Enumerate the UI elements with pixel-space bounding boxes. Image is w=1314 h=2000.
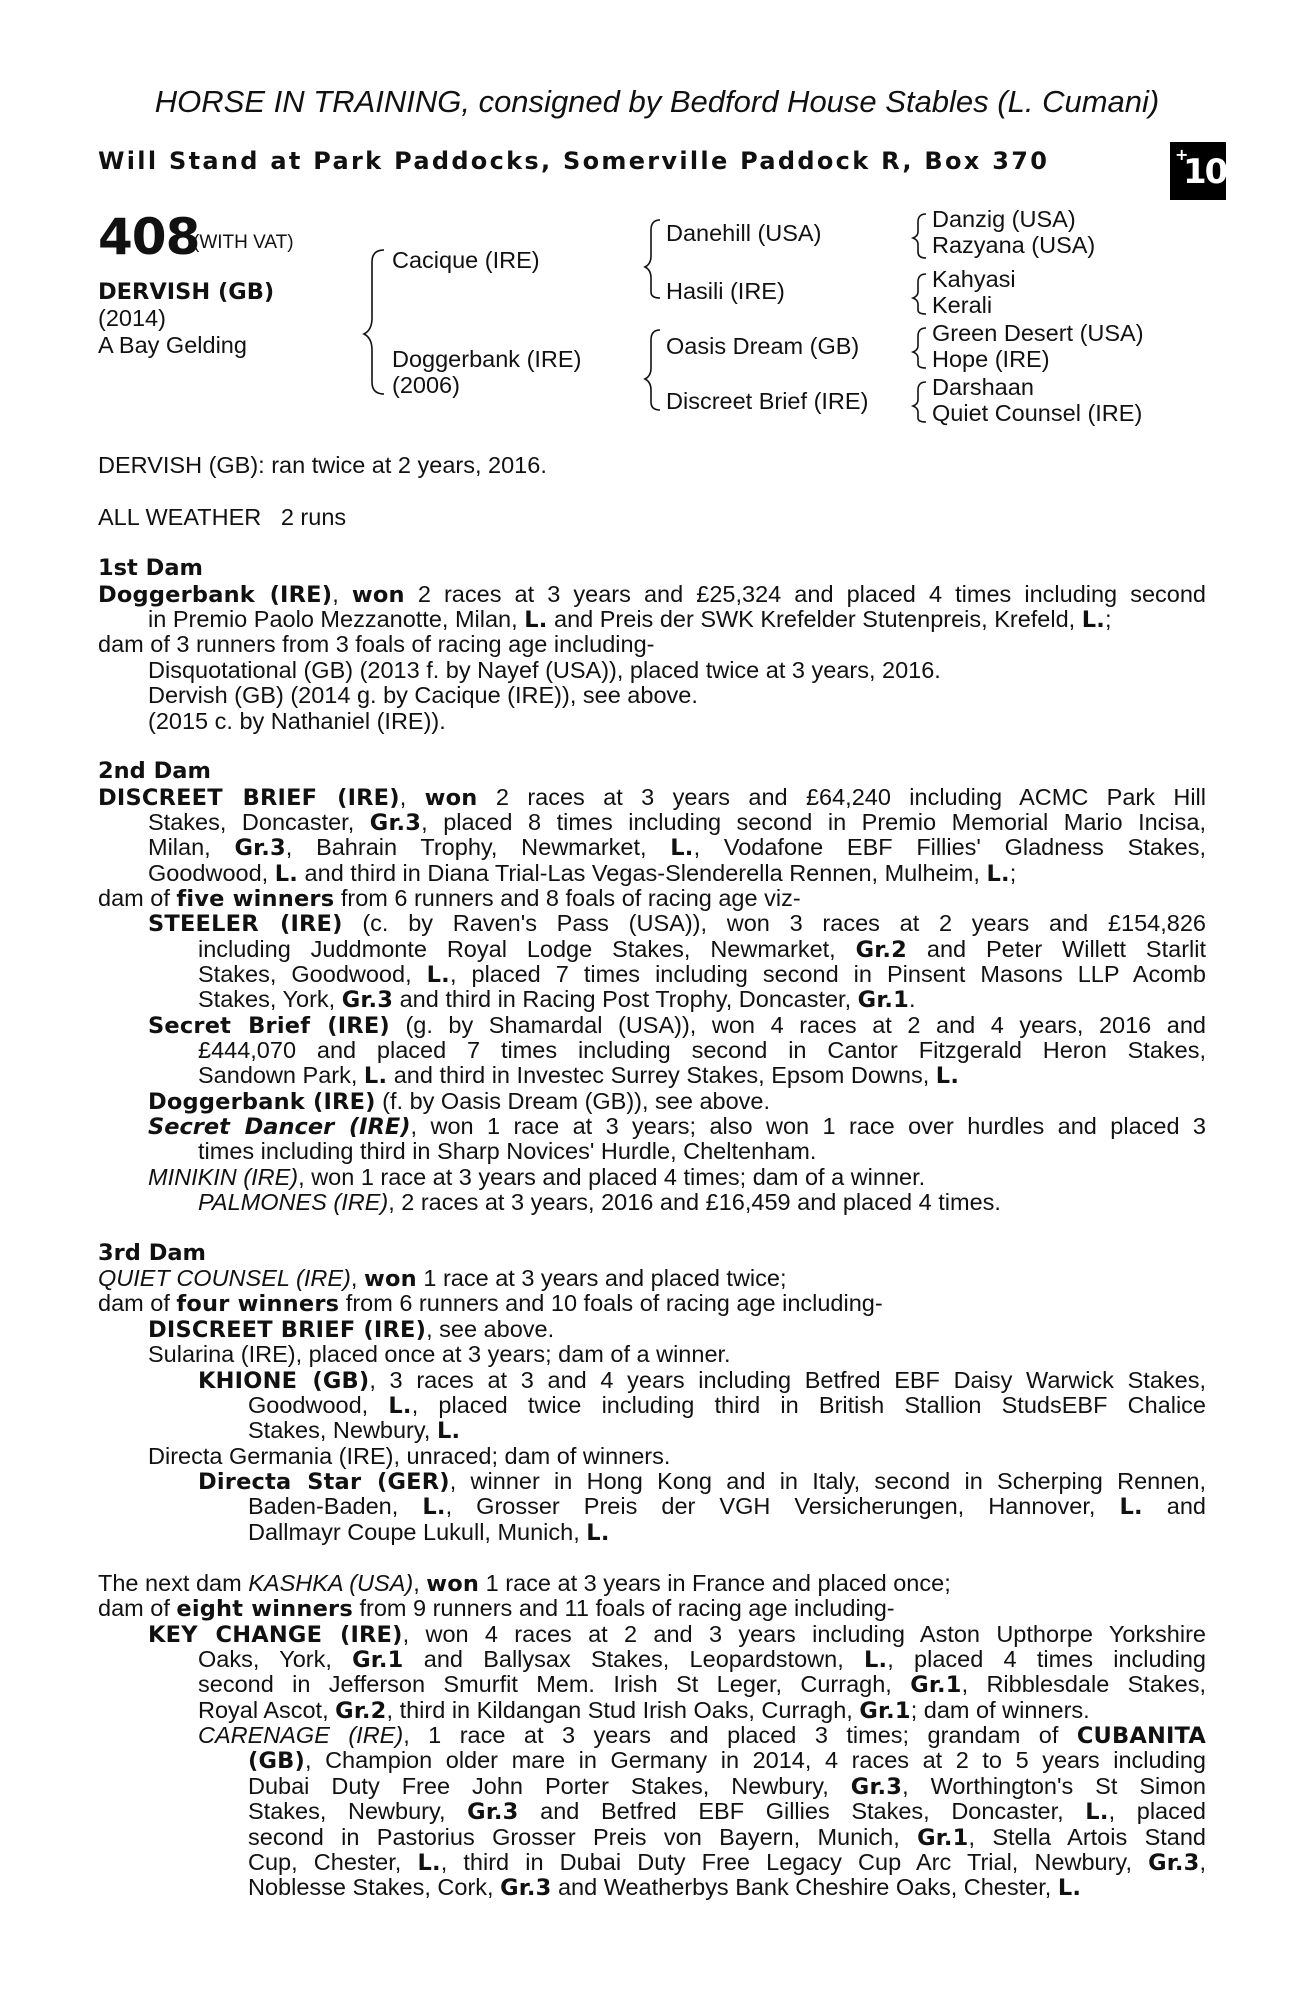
listed-marker: L. [524,607,548,633]
listed-marker: L. [426,962,450,988]
group-marker: Gr.2 [855,937,907,963]
winner-count: four winners [176,1291,340,1317]
text: Stakes, York, [198,986,342,1012]
text: Sandown Park, [198,1062,364,1088]
text: , winner in Hong Kong and in Italy, second in Scherping Rennen, [449,1468,1206,1494]
won-label: won [351,582,405,608]
text: Dallmayr Coupe Lukull, Munich, [248,1519,587,1545]
horse-description: A Bay Gelding [98,332,247,358]
text: , won 1 race at 3 years; also won 1 race over hurdles and placed 3 [410,1113,1207,1139]
group-marker: Gr.3 [1148,1850,1200,1876]
text: , Stella Artois Stand [968,1824,1206,1850]
carenage-line1 [198,1723,1206,1749]
text: dam of [98,885,177,911]
text: Noblesse Stakes, Cork, [248,1874,501,1900]
steeler-line4 [198,987,916,1013]
steeler-line3 [198,962,1206,988]
page-title: HORSE IN TRAINING, consigned by Bedford House Stables (L. Cumani) [154,84,1160,119]
listed-marker: L. [670,835,694,861]
text: (c. by Raven's Pass (USA)), won 3 races at 2 years and £154,826 [342,910,1206,936]
dam1-name: Doggerbank (IRE) [98,582,333,608]
pedigree-g1: Danzig (USA) [932,206,1076,232]
dam3-line1: QUIET COUNSEL (IRE), won 1 race at 3 years and placed twice; [98,1265,787,1292]
key-change-line1 [148,1622,1206,1648]
doggerbank-name: Doggerbank (IRE) [148,1089,376,1115]
text: and third in Racing Post Trophy, Doncaster, [393,986,858,1012]
text: , Vodafone EBF Fillies' Gladness Stakes, [693,834,1206,860]
directa-star-line3 [248,1520,610,1546]
pedigree-g8: Quiet Counsel (IRE) [932,400,1143,426]
pedigree-g3: Kahyasi [932,266,1016,292]
text: from 6 runners and 10 foals of racing age including- [339,1290,883,1316]
horse-year: (2014) [98,305,166,331]
text: 1 race at 3 years and placed twice; [416,1265,787,1291]
winner-count: eight winners [176,1596,353,1622]
carenage-name: CARENAGE (IRE) [198,1722,404,1748]
listed-marker: L. [1081,607,1106,633]
text: , placed 4 times including [887,1646,1206,1672]
cubanita-line1 [248,1748,1206,1774]
text: , third in Dubai Duty Free Legacy Cup Arc Trial, Newbury, [440,1849,1149,1875]
pedigree-g2: Razyana (USA) [932,232,1096,258]
secret-dancer-line1 [148,1114,1206,1140]
khione-name: KHIONE (GB) [198,1368,370,1394]
listed-marker: L. [422,1494,446,1520]
horse-name: DERVISH (GB) [98,279,275,305]
steeler-name: STEELER (IRE) [148,911,343,937]
listed-marker: L. [1057,1875,1082,1901]
pedigree-g7: Darshaan [932,374,1034,400]
text: Goodwood, [248,1392,389,1418]
group-marker: Gr.3 [467,1799,519,1825]
pedigree-sire-sire: Danehill (USA) [666,220,822,246]
text: , Ribblesdale Stakes, [961,1671,1207,1697]
cubanita-suffix: (GB) [248,1748,305,1774]
text: (g. by Shamardal (USA)), won 4 races at 2 and 4 years, 2016 and [389,1012,1206,1038]
cubanita-line2 [248,1774,1206,1800]
khione-line1 [198,1368,1206,1394]
text: and third in Investec Surrey Stakes, Epsom Downs, [387,1062,936,1088]
text: including Juddmonte Royal Lodge Stakes, Newmarket, [198,936,856,962]
pedigree-dam-sire: Oasis Dream (GB) [666,333,860,359]
directa-star-line2 [248,1494,1206,1520]
text: Stakes, Newbury, [248,1798,468,1824]
key-change-line4 [198,1698,1090,1724]
winner-count: five winners [176,886,335,912]
text: Cup, Chester, [248,1849,418,1875]
group-marker: Gr.1 [352,1647,404,1673]
text: Royal Ascot, [198,1697,336,1723]
pedigree-g4: Kerali [932,292,993,318]
group-marker: Gr.3 [850,1774,903,1800]
text: dam of [98,1290,177,1316]
group-marker: Gr.2 [335,1698,387,1724]
logo-plus: + [1175,145,1189,164]
dam1-produce-1: Disquotational (GB) (2013 f. by Nayef (USA)), placed twice at 3 years, 2016. [148,657,941,683]
secret-dancer-name: Secret Dancer (IRE) [148,1114,411,1140]
dam2-line4 [148,861,1016,887]
text: second in Jefferson Smurfit Mem. Irish St Leger, Curragh, [198,1671,911,1697]
group-marker: Gr.1 [917,1825,969,1851]
dam3-produce-3: Directa Germania (IRE), unraced; dam of winners. [148,1443,671,1469]
cubanita-line5 [248,1850,1206,1876]
listed-marker: L. [388,1393,412,1419]
secret-dancer-line2: times including third in Sharp Novices' Hurdle, Cheltenham. [198,1138,817,1164]
dam2-line5 [98,886,801,912]
pedigree-dam-dam: Discreet Brief (IRE) [666,388,869,414]
text: , Worthington's St Simon [902,1773,1206,1799]
pedigree-sire-dam: Hasili (IRE) [666,278,785,304]
text: ; [1009,860,1017,886]
cubanita-line4 [248,1825,1206,1851]
khione-line2 [248,1393,1206,1419]
text: and [1142,1493,1206,1519]
text: , 1 race at 3 years and placed 3 times; grandam of [403,1722,1077,1748]
text: Oaks, York, [198,1646,353,1672]
text: , Grosser Preis der VGH Versicherungen, Hannover, [445,1493,1120,1519]
listed-marker: L. [863,1647,888,1673]
text: and Preis der SWK Krefelder Stutenpreis, Krefeld, [547,606,1082,632]
text: ; dam of winners. [910,1697,1090,1723]
text: and Ballysax Stakes, Leopardstown, [403,1646,864,1672]
pedigree-brackets [0,0,1314,440]
text: and Peter Willett Starlit [906,936,1206,962]
all-weather-record [98,505,346,530]
text: Stakes, Newbury, [248,1417,437,1443]
text: from 9 runners and 11 foals of racing age including- [352,1595,895,1621]
text: The next dam [98,1570,249,1596]
text: , placed twice including third in British Stallion StudsEBF Chalice [411,1392,1206,1418]
text: in Premio Paolo Mezzanotte, Milan, [148,606,525,632]
group-marker: Gr.1 [859,1698,911,1724]
steeler-line1 [148,911,1206,937]
dam1-line2 [148,607,1112,633]
dam3-produce-1 [148,1317,554,1343]
text: , see above. [426,1316,555,1342]
text: Goodwood, [148,860,275,886]
text: , Bahrain Trophy, Newmarket, [285,834,671,860]
listed-marker: L. [935,1063,960,1089]
pedigree-dam-year: (2006) [392,372,460,398]
text: Milan, [148,834,235,860]
dam1-produce-3: (2015 c. by Nathaniel (IRE)). [148,708,446,734]
text: (f. by Oasis Dream (GB)), see above. [375,1088,771,1114]
next-dam-line2 [98,1596,895,1622]
next-dam-name: KASHKA (USA) [248,1570,414,1596]
listed-marker: L. [1085,1799,1109,1825]
discreet-brief-name: DISCREET BRIEF (IRE) [148,1317,427,1343]
dam3-line2 [98,1291,883,1317]
key-change-line2 [198,1647,1206,1673]
listed-marker: L. [363,1063,388,1089]
group-marker: Gr.1 [857,987,910,1013]
secret-brief-line3 [198,1063,959,1089]
listed-marker: L. [986,861,1010,887]
cubanita-line3 [248,1799,1206,1825]
directa-star-line1 [198,1469,1206,1495]
text: , 3 races at 3 and 4 years including Betfred EBF Daisy Warwick Stakes, [369,1367,1206,1393]
text: and third in Diana Trial-Las Vegas-Slenderella Rennen, Mulheim, [298,860,987,886]
text: Baden-Baden, [248,1493,423,1519]
listed-marker: L. [274,861,299,887]
text: Stakes, Goodwood, [198,961,427,987]
text: , placed [1108,1798,1207,1824]
dam1-line1: Doggerbank (IRE), won 2 races at 3 years and £25,324 and placed 4 times including second [98,581,1206,608]
text: , Champion older mare in Germany in 2014, 4 races at 2 to 5 years including [304,1747,1206,1773]
palmones-name: PALMONES (IRE) [198,1189,389,1215]
key-change-line3 [198,1672,1206,1698]
group-marker: Gr.3 [369,810,422,836]
dam1-heading: 1st Dam [98,555,203,581]
text: Dubai Duty Free John Porter Stakes, Newbury, [248,1773,851,1799]
lot-number: 408 [98,208,200,266]
logo-number: 10 [1183,152,1227,192]
key-change-name: KEY CHANGE (IRE) [148,1622,403,1648]
dam2-line3 [148,835,1206,861]
group-marker: Gr.3 [234,835,286,861]
next-dam-line1: The next dam KASHKA (USA), won 1 race at 3 years in France and placed once; [98,1570,951,1597]
dam1-produce-2: Dervish (GB) (2014 g. by Cacique (IRE)), see above. [148,682,698,708]
group-marker: Gr.1 [910,1672,962,1698]
dam3-produce-2: Sularina (IRE), placed once at 3 years; dam of a winner. [148,1341,731,1367]
text: , placed 7 times including second in Pinsent Masons LLP Acomb [449,961,1206,987]
listed-marker: L. [1119,1494,1143,1520]
pedigree-g5: Green Desert (USA) [932,320,1144,346]
palmones-line [198,1190,1001,1215]
cubanita-name: CUBANITA [1076,1723,1206,1749]
dam2-heading: 2nd Dam [98,758,211,784]
group-marker: Gr.3 [500,1875,552,1901]
text: . [909,986,916,1012]
cubanita-line6 [248,1875,1081,1901]
dam1-line3: dam of 3 runners from 3 foals of racing age including- [98,631,655,657]
text: 1 race at 3 years in France and placed once; [479,1570,951,1596]
directa-star-name: Directa Star (GER) [198,1469,450,1495]
secret-brief-line2: £444,070 and placed 7 times including second in Cantor Fitzgerald Heron Stakes, [198,1037,1206,1063]
text: ; [1105,606,1112,632]
text: 2 races at 3 years and £25,324 and placed 4 times including second [404,581,1206,607]
minikin-line [148,1165,925,1190]
listed-marker: L. [436,1418,461,1444]
dam3-name: QUIET COUNSEL (IRE) [98,1265,351,1291]
pedigree-sire: Cacique (IRE) [392,247,540,273]
text: , third in Kildangan Stud Irish Oaks, Curragh, [386,1697,860,1723]
text: , placed 8 times including second in Premio Memorial Mario Incisa, [421,809,1206,835]
secret-brief-line1 [148,1013,1206,1039]
all-weather-label: ALL WEATHER [98,504,262,530]
location-line: Will Stand at Park Paddocks, Somerville Paddock R, Box 370 [98,147,1050,175]
text: 2 races at 3 years and £64,240 including ACMC Park Hill [477,784,1206,810]
all-weather-value: 2 runs [280,504,347,530]
text: second in Pastorius Grosser Preis von Bayern, Munich, [248,1824,918,1850]
won-label: won [424,785,478,811]
dam3-heading: 3rd Dam [98,1240,206,1266]
text: , won 1 race at 3 years and placed 4 times; dam of a winner. [298,1164,926,1190]
race-record: DERVISH (GB): ran twice at 2 years, 2016. [98,452,547,478]
text: dam of [98,1595,177,1621]
listed-marker: L. [417,1850,441,1876]
dam2-line2 [148,810,1206,836]
text: Stakes, Doncaster, [148,809,370,835]
text: from 6 runners and 8 foals of racing age viz- [334,885,801,911]
won-label: won [363,1266,417,1292]
dam2-line1: DISCREET BRIEF (IRE), won 2 races at 3 years and £64,240 including ACMC Park Hill [98,784,1206,811]
text: , won 4 races at 2 and 3 years including Aston Upthorpe Yorkshire [402,1621,1206,1647]
minikin-name: MINIKIN (IRE) [148,1164,299,1190]
pedigree-dam: Doggerbank (IRE) [392,346,582,372]
secret-brief-name: Secret Brief (IRE) [148,1013,390,1039]
group-marker: Gr.3 [341,987,394,1013]
text: and Weatherbys Bank Cheshire Oaks, Chester, [551,1874,1058,1900]
listed-marker: L. [586,1520,610,1546]
steeler-line2 [198,937,1206,963]
text: , 2 races at 3 years, 2016 and £16,459 and placed 4 times. [388,1189,1001,1215]
dam2-name: DISCREET BRIEF (IRE) [98,785,400,811]
pedigree-g6: Hope (IRE) [932,346,1050,372]
text: and Betfred EBF Gillies Stakes, Doncaster, [518,1798,1086,1824]
vat-label: (WITH VAT) [193,232,294,253]
text: , [1199,1849,1206,1875]
khione-line3 [248,1418,460,1444]
won-label: won [426,1571,480,1597]
doggerbank-line [148,1089,770,1115]
